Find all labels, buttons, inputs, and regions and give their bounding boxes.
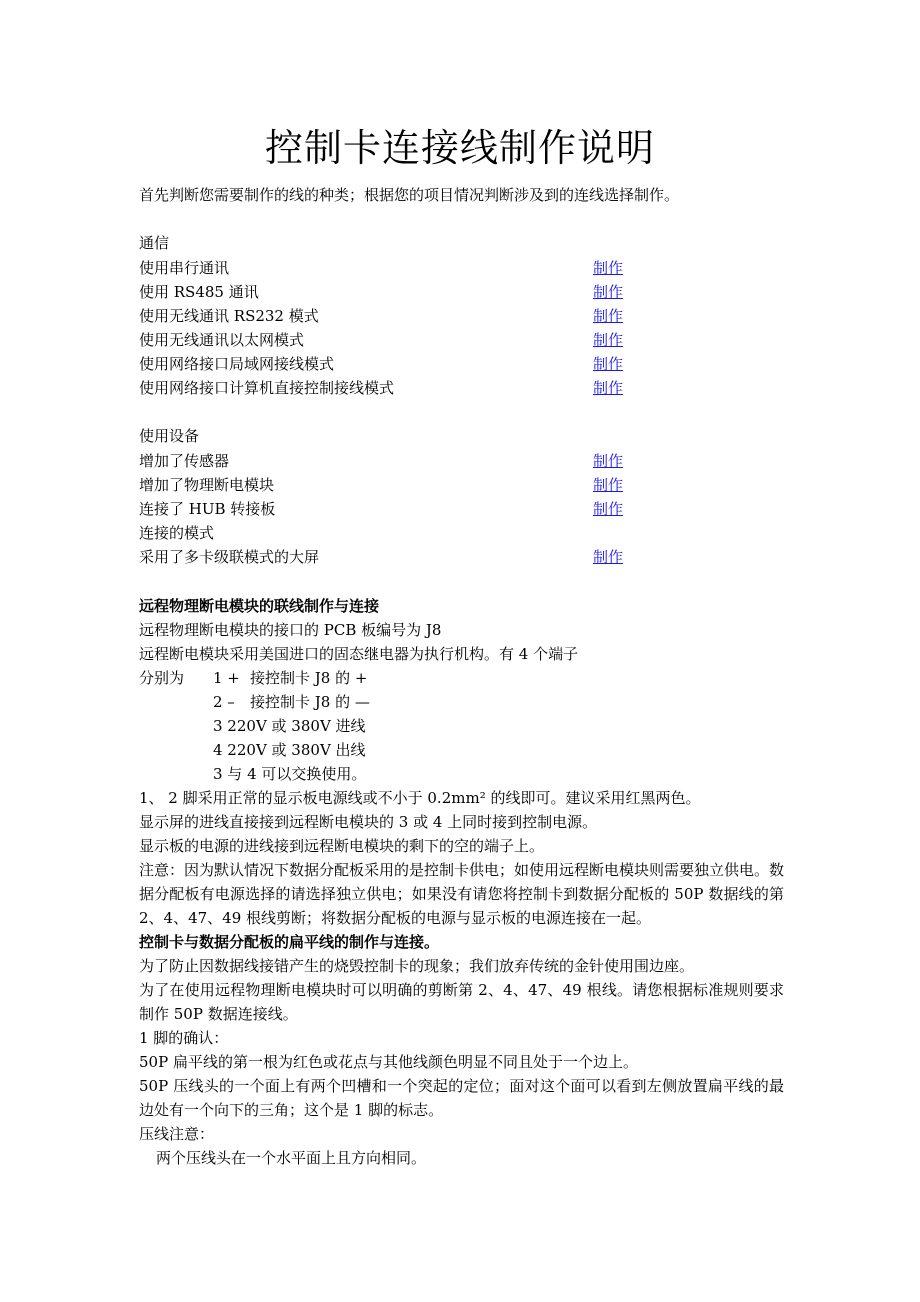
comm-item-rs485: 使用 RS485 通讯 xyxy=(139,283,259,301)
remote-p2: 显示屏的进线直接接到远程断电模块的 3 或 4 上同时接到控制电源。 xyxy=(139,813,598,831)
make-link-power-module[interactable]: 制作 xyxy=(593,476,624,494)
make-link-sensor[interactable]: 制作 xyxy=(593,452,624,470)
terminal-4: 4 220V 或 380V 出线 xyxy=(213,741,366,759)
make-link-serial[interactable]: 制作 xyxy=(593,259,624,277)
comm-heading: 通信 xyxy=(139,234,170,252)
flat-p5: 两个压线头在一个水平面上且方向相同。 xyxy=(156,1149,427,1167)
pin1-heading: 1 脚的确认： xyxy=(139,1029,229,1047)
remote-line1: 远程物理断电模块的接口的 PCB 板编号为 J8 xyxy=(139,621,442,639)
device-heading: 使用设备 xyxy=(139,427,200,445)
flat-p2: 为了在使用远程物理断电模块时可以明确的剪断第 2、4、47、49 根线。请您根据标准规则要求制作 50P 数据连接线。 xyxy=(139,981,784,1023)
device-item-hub: 连接了 HUB 转接板 xyxy=(139,500,276,518)
device-item-power-module: 增加了物理断电模块 xyxy=(139,476,275,494)
comm-item-wireless-rs232: 使用无线通讯 RS232 模式 xyxy=(139,307,319,325)
split-label: 分别为 xyxy=(139,669,185,687)
make-link-direct-pc[interactable]: 制作 xyxy=(593,379,624,397)
terminal-2 xyxy=(213,690,513,714)
flat-p3: 50P 扁平线的第一根为红色或花点与其他线颜色明显不同且处于一个边上。 xyxy=(139,1053,638,1071)
terminal-1-desc: 接控制卡 J8 的 + xyxy=(250,669,368,687)
comm-item-direct-pc: 使用网络接口计算机直接控制接线模式 xyxy=(139,379,395,397)
make-link-hub[interactable]: 制作 xyxy=(593,500,624,518)
remote-line2: 远程断电模块采用美国进口的固态继电器为执行机构。有 4 个端子 xyxy=(139,645,579,663)
remote-p1: 1、 2 脚采用正常的显示板电源线或不小于 0.2mm² 的线即可。建议采用红黑两色。 xyxy=(139,789,701,807)
press-heading: 压线注意： xyxy=(139,1125,215,1143)
make-link-rs485[interactable]: 制作 xyxy=(593,283,624,301)
remote-note: 注意：因为默认情况下数据分配板采用的是控制卡供电；如使用远程断电模块则需要独立供电。数据分配板有电源选择的请选择独立供电；如果没有请您将控制卡到数据分配板的 50P 数据线的第 2、4、47、49 根线剪断；将数据分配板的电源与显示板的电源连接在一起。 xyxy=(139,861,785,927)
make-link-wireless-ethernet[interactable]: 制作 xyxy=(593,331,624,349)
terminal-swap-note: 3 与 4 可以交换使用。 xyxy=(213,765,367,783)
terminal-1 xyxy=(213,666,513,690)
terminal-1-id: 1 + xyxy=(213,669,240,687)
comm-item-lan: 使用网络接口局域网接线模式 xyxy=(139,355,335,373)
remote-p3: 显示板的电源的进线接到远程断电模块的剩下的空的端子上。 xyxy=(139,837,545,855)
make-link-cascade[interactable]: 制作 xyxy=(593,548,624,566)
flat-p1: 为了防止因数据线接错产生的烧毁控制卡的现象；我们放弃传统的金针使用围边座。 xyxy=(139,957,695,975)
comm-item-wireless-ethernet: 使用无线通讯以太网模式 xyxy=(139,331,305,349)
terminal-3: 3 220V 或 380V 进线 xyxy=(213,717,366,735)
device-item-sensor: 增加了传感器 xyxy=(139,452,230,470)
mode-heading: 连接的模式 xyxy=(139,524,215,542)
terminal-2-id: 2 – xyxy=(213,693,235,711)
make-link-lan[interactable]: 制作 xyxy=(593,355,624,373)
mode-item-cascade: 采用了多卡级联模式的大屏 xyxy=(139,548,320,566)
terminal-2-desc: 接控制卡 J8 的 — xyxy=(250,693,370,711)
flat-p4: 50P 压线头的一个面上有两个凹槽和一个突起的定位；面对这个面可以看到左侧放置扁平线的最边处有一个向下的三角；这个是 1 脚的标志。 xyxy=(139,1077,784,1119)
comm-item-serial: 使用串行通讯 xyxy=(139,259,230,277)
make-link-wireless-rs232[interactable]: 制作 xyxy=(593,307,624,325)
remote-heading: 远程物理断电模块的联线制作与连接 xyxy=(139,597,380,615)
intro-text: 首先判断您需要制作的线的种类；根据您的项目情况判断涉及到的连线选择制作。 xyxy=(139,186,680,204)
page-title: 控制卡连接线制作说明 xyxy=(264,126,655,170)
flat-heading: 控制卡与数据分配板的扁平线的制作与连接。 xyxy=(139,933,440,951)
